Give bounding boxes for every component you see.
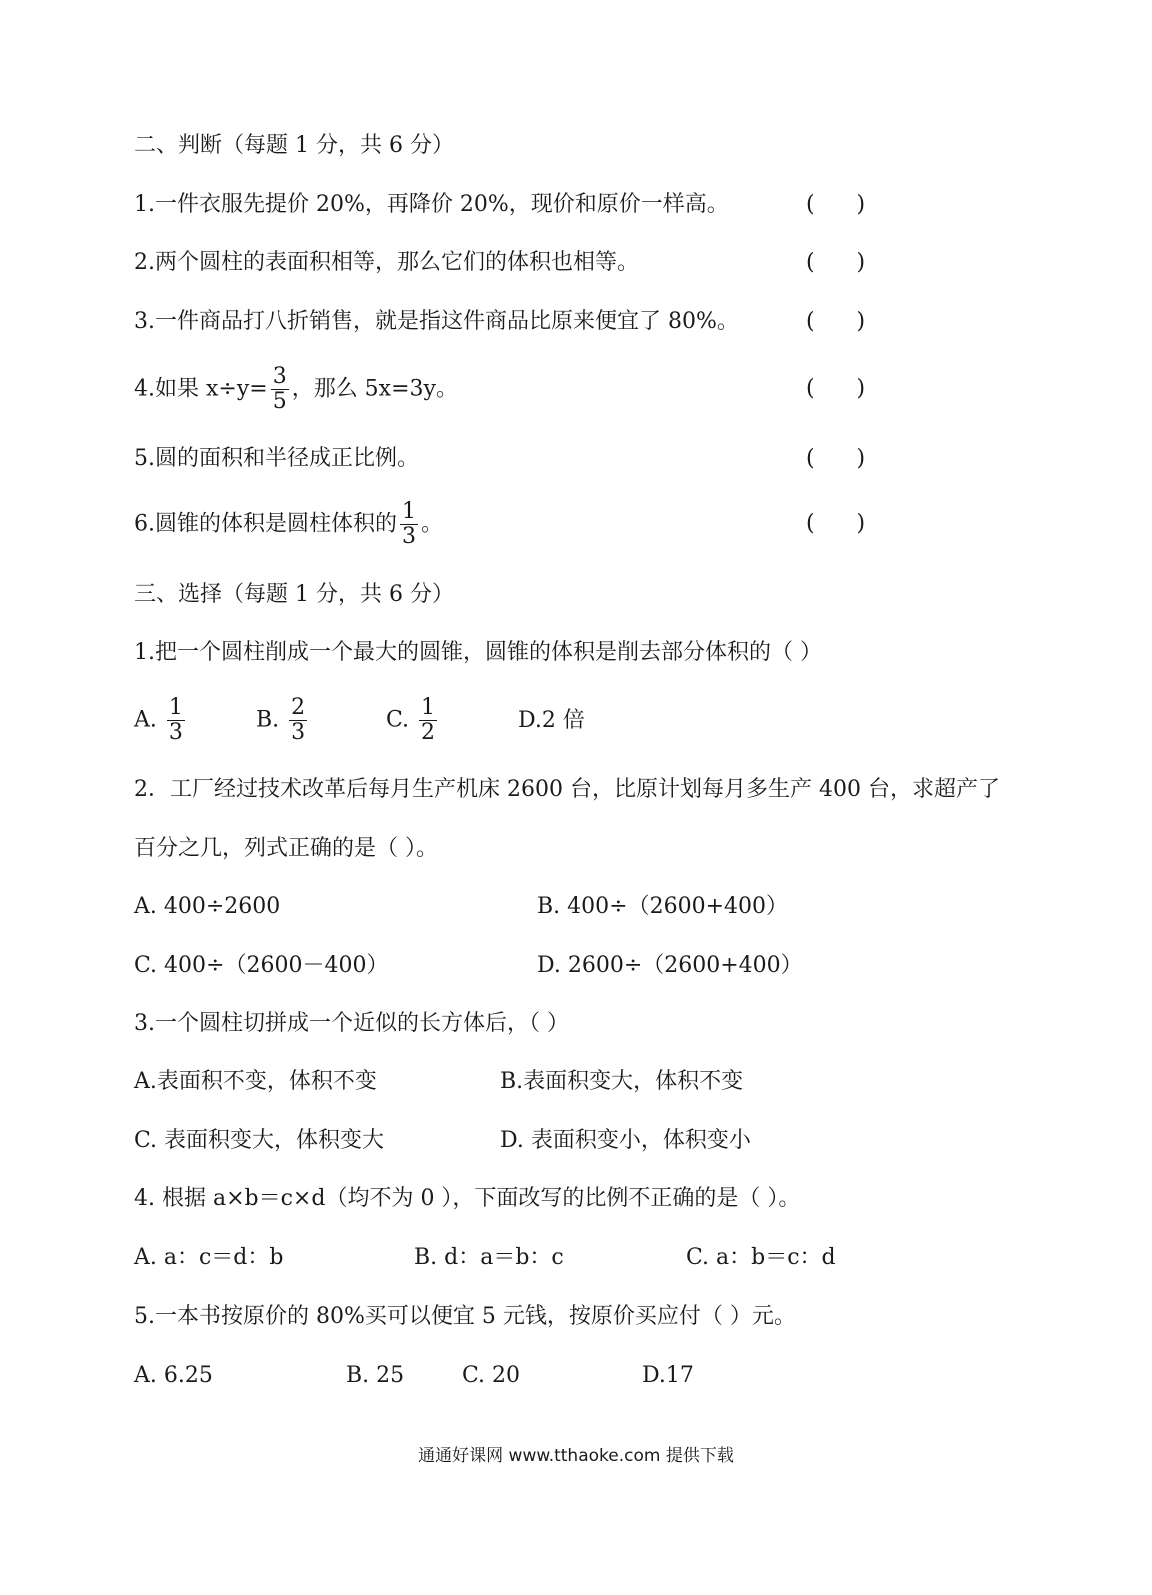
option-d[interactable]: D.2 倍: [518, 708, 585, 733]
fraction-numerator: 2: [291, 695, 306, 720]
option-b[interactable]: B. d：a＝b：c: [414, 1245, 564, 1270]
choice-q4: 4. 根据 a×b＝c×d（均不为 0 ），下面改写的比例不正确的是（ ）。: [134, 1186, 801, 1211]
judgement-q3: 3.一件商品打八折销售，就是指这件商品比原来便宜了 80%。: [134, 309, 739, 334]
fraction-denominator: 5: [272, 389, 287, 414]
fraction-denominator: 3: [402, 524, 416, 549]
answer-blank[interactable]: ( ): [806, 511, 866, 536]
fraction: [419, 696, 437, 745]
option-a[interactable]: A.表面积不变，体积不变: [134, 1069, 377, 1094]
choice-q5: 5.一本书按原价的 80%买可以便宜 5 元钱，按原价买应付（ ）元。: [134, 1304, 796, 1329]
judgement-q2: 2.两个圆柱的表面积相等，那么它们的体积也相等。: [134, 250, 639, 275]
fraction-numerator: 1: [402, 499, 416, 524]
section2-heading: 二、判断（每题 1 分，共 6 分）: [134, 133, 454, 158]
option-a[interactable]: A. 400÷2600: [134, 894, 281, 919]
section3-heading: 三、选择（每题 1 分，共 6 分）: [134, 582, 454, 607]
option-a[interactable]: [134, 696, 188, 745]
q6-prefix: 6.圆锥的体积是圆柱体积的: [134, 511, 397, 537]
option-b[interactable]: [256, 696, 310, 745]
judgement-q6: [134, 500, 443, 549]
option-d[interactable]: D.17: [642, 1363, 694, 1388]
option-b[interactable]: B. 25: [346, 1363, 405, 1388]
fraction: [289, 696, 307, 745]
fraction-numerator: 1: [168, 695, 183, 720]
option-c[interactable]: C. 表面积变大，体积变大: [134, 1128, 385, 1153]
judgement-q4: [134, 365, 458, 414]
fraction: [400, 500, 418, 549]
option-c[interactable]: C. 20: [462, 1363, 521, 1388]
fraction: [167, 696, 185, 745]
fraction-numerator: 3: [272, 364, 287, 389]
answer-blank[interactable]: ( ): [806, 192, 866, 217]
fraction-denominator: 2: [421, 720, 436, 745]
fraction: [271, 365, 289, 414]
answer-blank[interactable]: ( ): [806, 376, 866, 401]
fraction-denominator: 3: [291, 720, 306, 745]
choice-q2-line2: 百分之几，列式正确的是（ ）。: [134, 836, 438, 861]
fraction-numerator: 1: [421, 695, 436, 720]
answer-blank[interactable]: ( ): [806, 250, 866, 275]
option-label: A.: [134, 707, 157, 733]
fraction-denominator: 3: [168, 720, 183, 745]
option-d[interactable]: D. 2600÷（2600+400）: [537, 953, 803, 978]
judgement-q5: 5.圆的面积和半径成正比例。: [134, 446, 419, 471]
option-a[interactable]: A. 6.25: [134, 1363, 213, 1388]
option-label: C.: [386, 707, 410, 733]
choice-q3: 3.一个圆柱切拼成一个近似的长方体后，（ ）: [134, 1011, 569, 1036]
page-footer: 通通好课网 www.tthaoke.com 提供下载: [418, 1446, 734, 1466]
answer-blank[interactable]: ( ): [806, 446, 866, 471]
judgement-q1: 1.一件衣服先提价 20%，再降价 20%，现价和原价一样高。: [134, 192, 729, 217]
option-b[interactable]: B.表面积变大，体积不变: [500, 1069, 744, 1094]
q6-suffix: 。: [421, 511, 444, 537]
choice-q1: 1.把一个圆柱削成一个最大的圆锥，圆锥的体积是削去部分体积的（ ）: [134, 640, 822, 665]
option-c[interactable]: C. 400÷（2600－400）: [134, 953, 389, 978]
option-c[interactable]: [386, 696, 440, 745]
option-b[interactable]: B. 400÷（2600+400）: [537, 894, 788, 919]
option-d[interactable]: D. 表面积变小，体积变小: [500, 1128, 751, 1153]
q4-prefix: 4.如果 x÷y=: [134, 376, 268, 402]
choice-q2-line1: 2．工厂经过技术改革后每月生产机床 2600 台，比原计划每月多生产 400 台，求超产了: [134, 777, 1000, 802]
q4-suffix: ，那么 5x=3y。: [291, 376, 458, 402]
option-label: B.: [256, 707, 280, 733]
option-a[interactable]: A. a：c＝d：b: [134, 1245, 284, 1270]
option-c[interactable]: C. a：b＝c：d: [686, 1245, 836, 1270]
answer-blank[interactable]: ( ): [806, 309, 866, 334]
